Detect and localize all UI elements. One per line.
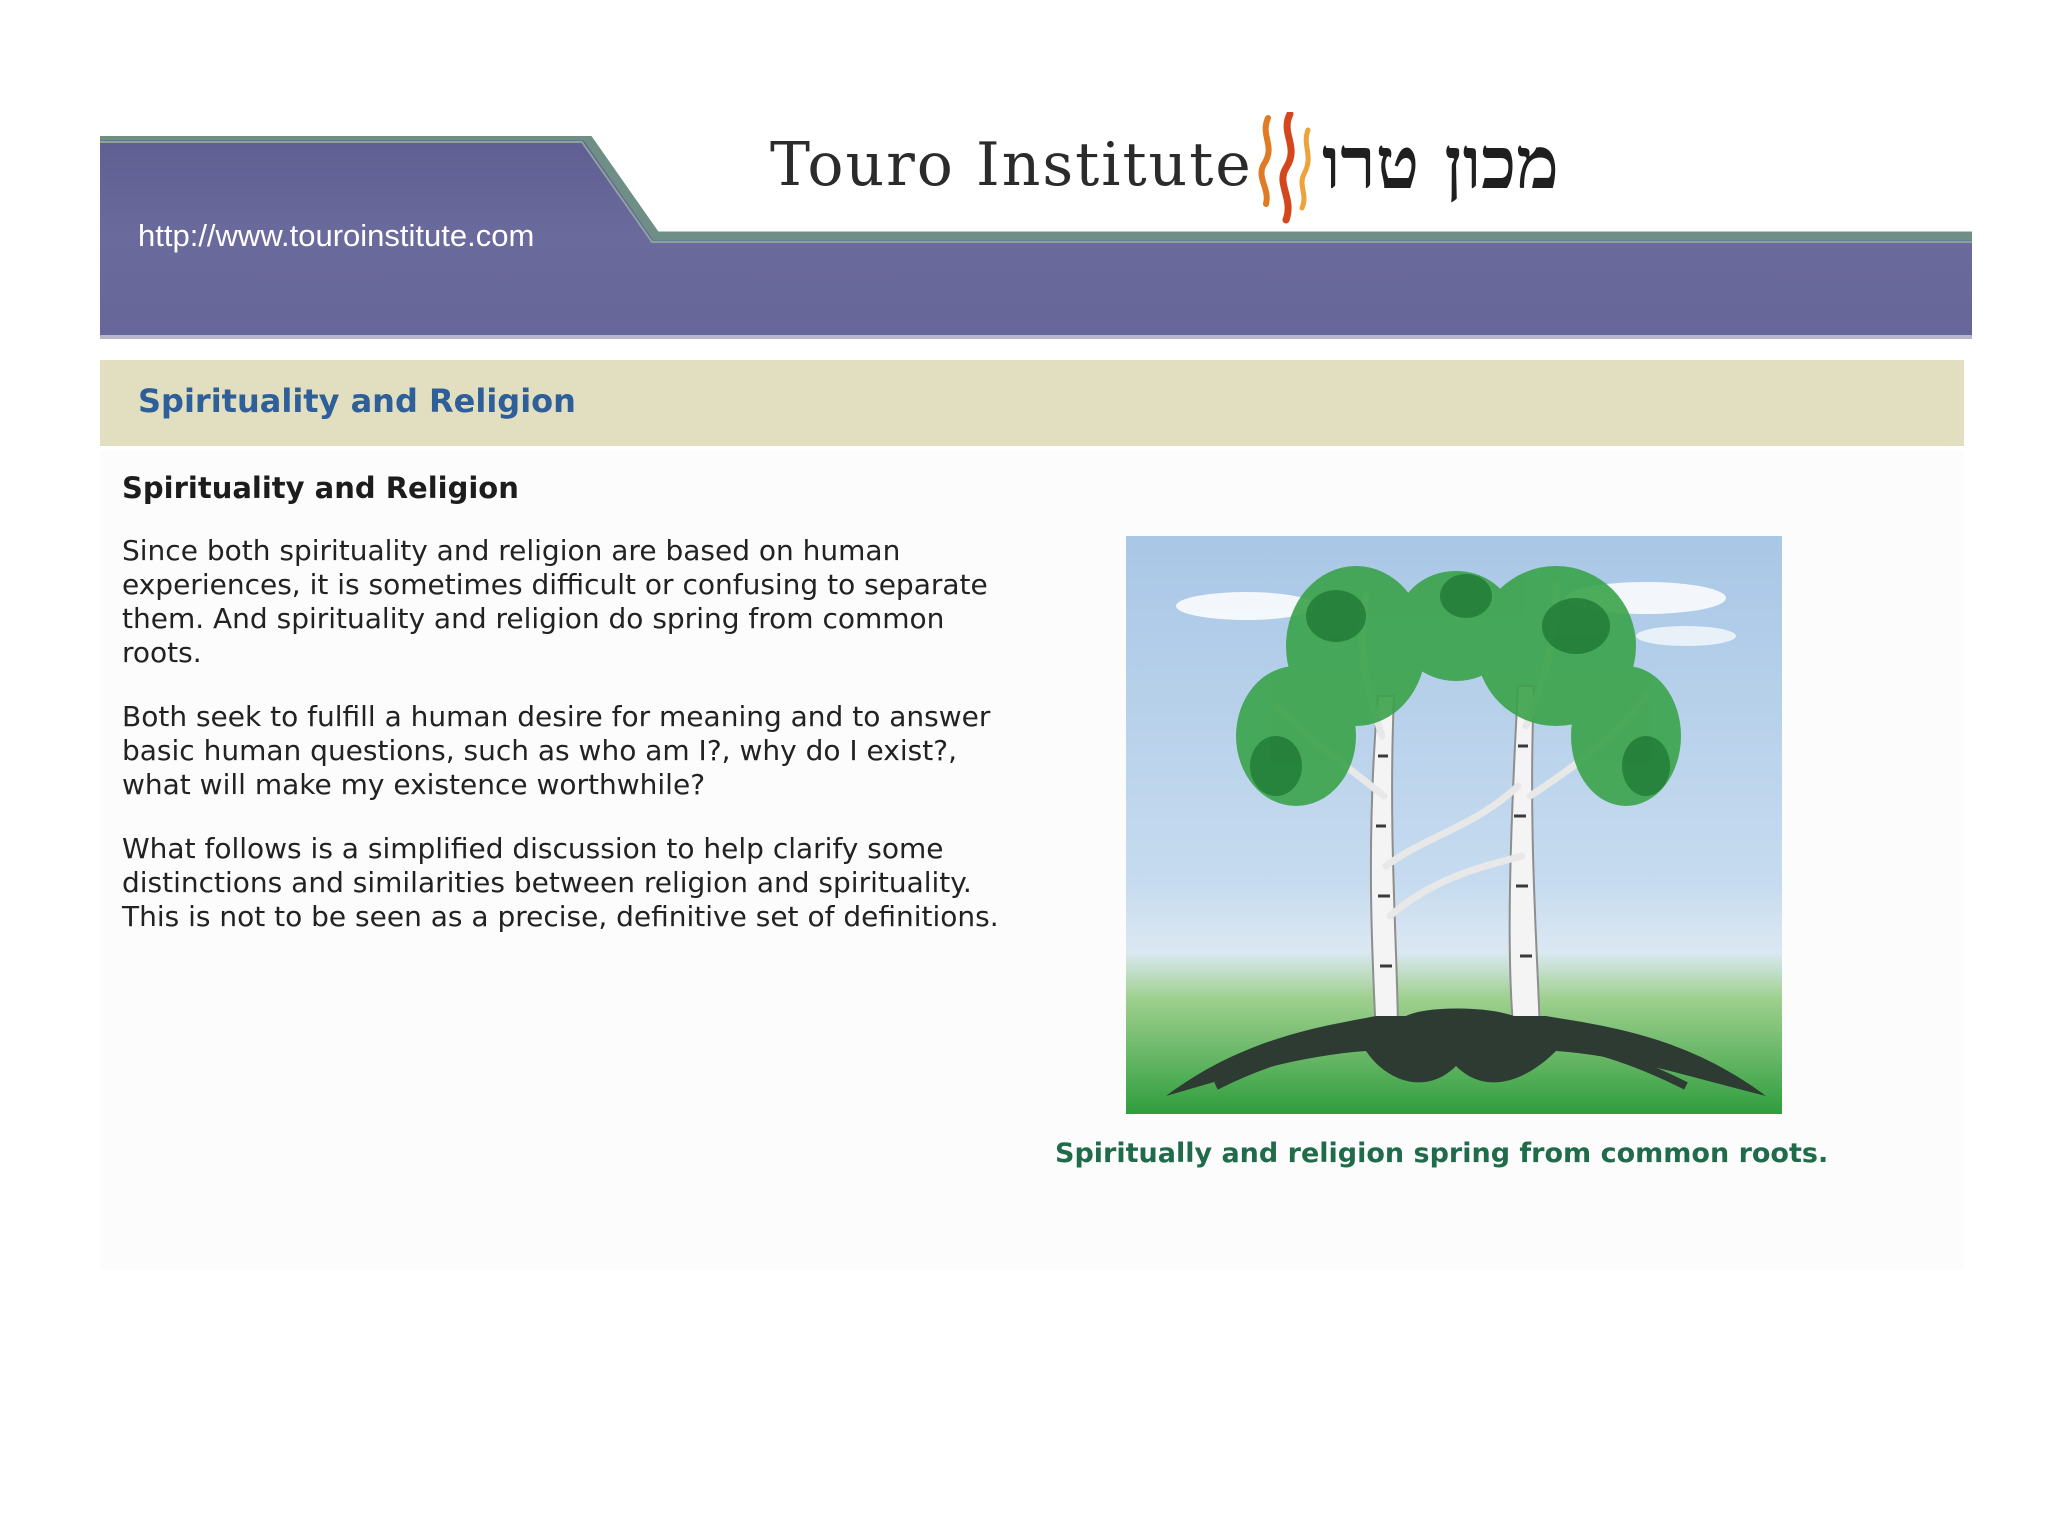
trees-image [1126,536,1782,1114]
flame-icon [1250,112,1320,224]
section-header-bar [100,360,1964,446]
logo-hebrew-text: מכון טרו [1322,120,1559,205]
article-paragraph: What follows is a simplified discussion to help clarify some distinctions and similarities between religion and spirituality. This is not to be seen as a precise, definitive set of definitions. [122,832,999,933]
site-url[interactable]: http://www.touroinstitute.com [138,218,535,253]
article-paragraph: Both seek to fulfill a human desire for meaning and to answer basic human questions, such as who am I?, why do I exist?, what will make my existence worthwhile? [122,700,991,801]
trees-illustration [1126,536,1782,1114]
section-title: Spirituality and Religion [138,382,576,420]
figure-caption: Spiritually and religion spring from common roots. [1055,1138,1829,1169]
logo-wordmark: Touro Institute [770,130,1253,200]
article-heading: Spirituality and Religion [122,471,519,505]
article-paragraph: Since both spirituality and religion are based on human experiences, it is sometimes difficult or confusing to separate them. And spirituality and religion do spring from common roots. [122,534,988,669]
touro-institute-logo[interactable] [770,112,1630,232]
article-body [122,468,1002,964]
